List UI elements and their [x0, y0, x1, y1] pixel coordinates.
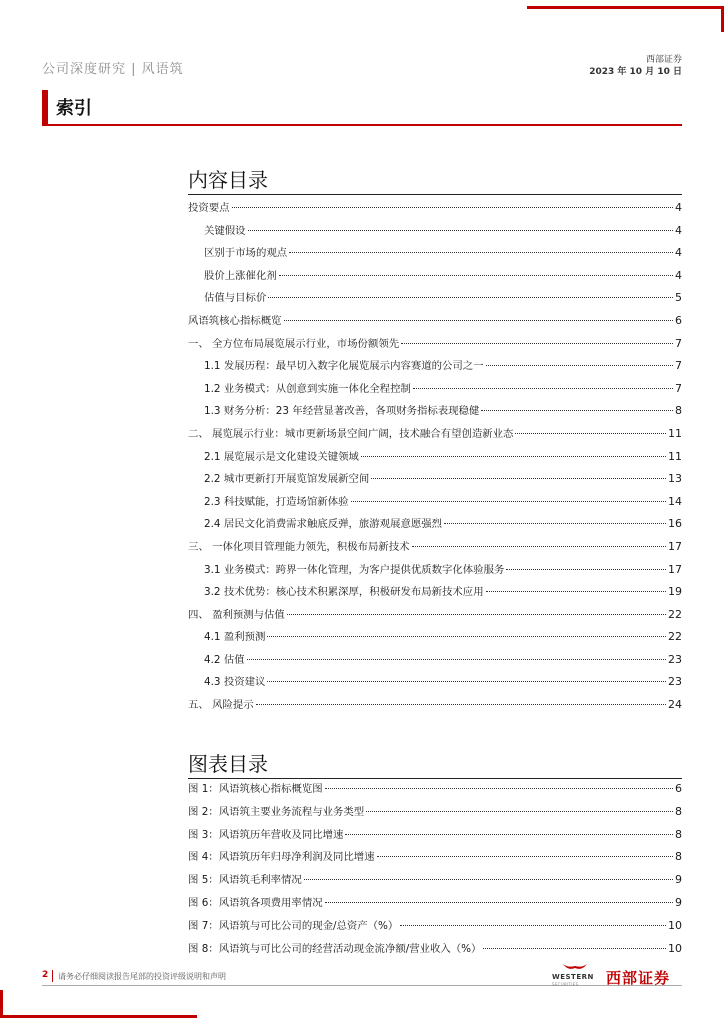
toc-entry-label: 估值与目标价 [204, 292, 267, 305]
dot-leader [486, 365, 673, 366]
figure-entry[interactable] [188, 780, 682, 803]
toc-entry-page: 7 [675, 381, 682, 395]
dot-leader [304, 879, 673, 880]
toc-entry[interactable] [188, 628, 682, 651]
toc-entry-page: 7 [675, 359, 682, 373]
toc-entry-label: 2.3 科技赋能，打造场馆新体验 [204, 495, 349, 508]
section-divider [42, 124, 682, 126]
figure-entry-page: 8 [675, 850, 682, 864]
toc-entry[interactable] [188, 583, 682, 606]
figure-entry[interactable] [188, 803, 682, 826]
toc-entry-page: 13 [668, 472, 682, 486]
toc-entry-page: 6 [675, 313, 682, 327]
toc-entry-label: 五、 风险提示 [188, 699, 254, 712]
toc-entry-page: 17 [668, 562, 682, 576]
figure-entry[interactable] [188, 917, 682, 940]
contents-heading: 内容目录 [188, 168, 268, 192]
toc-entry-label: 3.2 技术优势：核心技术积累深厚，积极研发布局新技术应用 [204, 586, 484, 599]
toc-entry[interactable] [188, 538, 682, 561]
toc-entry-label: 三、 一体化项目管理能力领先，积极布局新技术 [188, 540, 410, 553]
dot-leader [289, 252, 673, 253]
toc-entry[interactable] [188, 651, 682, 674]
toc-entry-label: 关键假设 [204, 224, 246, 237]
figure-entry[interactable] [188, 940, 682, 963]
footer-separator [52, 970, 53, 982]
toc-entry[interactable] [188, 357, 682, 380]
toc-entry[interactable] [188, 380, 682, 403]
toc-entry[interactable] [188, 696, 682, 719]
toc-entry-page: 17 [668, 539, 682, 553]
toc-entry-label: 投资要点 [188, 202, 230, 214]
dot-leader [412, 546, 666, 547]
section-title: 索引 [56, 98, 92, 119]
toc-entry[interactable] [188, 335, 682, 358]
dot-leader [267, 681, 666, 682]
toc-entry-page: 22 [668, 607, 682, 621]
figures-heading: 图表目录 [188, 752, 268, 776]
toc-entry-page: 4 [675, 223, 682, 237]
toc-entry-page: 24 [668, 698, 682, 712]
dot-leader [413, 388, 673, 389]
dot-leader [325, 788, 673, 789]
logo-chinese: 西部证券 [606, 969, 671, 987]
toc-entry-label: 1.3 财务分析：23 年经营显著改善，各项财务指标表现稳健 [204, 405, 480, 418]
footer-disclaimer: 请务必仔细阅读报告尾部的投资评级说明和声明 [58, 972, 226, 981]
toc-entry[interactable] [188, 222, 682, 245]
toc-entry[interactable] [188, 470, 682, 493]
dot-leader [401, 343, 673, 344]
toc-entry-page: 5 [675, 291, 682, 305]
figure-entry-label: 图 4：风语筑历年归母净利润及同比增速 [188, 851, 375, 864]
figure-entry[interactable] [188, 848, 682, 871]
toc-entry[interactable] [188, 515, 682, 538]
figure-entry-label: 图 8：风语筑与可比公司的经营活动现金流净额/营业收入（%） [188, 942, 482, 955]
toc-entry-page: 4 [675, 246, 682, 260]
toc-entry-label: 四、 盈利预测与估值 [188, 608, 285, 621]
toc-entry-label: 4.3 投资建议 [204, 676, 266, 689]
dot-leader [325, 902, 673, 903]
toc-entry-label: 1.2 业务模式：从创意到实施一体化全程控制 [204, 382, 411, 395]
toc-entry-page: 11 [668, 426, 682, 440]
toc-entry-label: 风语筑核心指标概览 [188, 314, 282, 327]
dot-leader [351, 501, 666, 502]
company-logo [548, 962, 682, 992]
figure-entry-label: 图 6：风语筑各项费用率情况 [188, 896, 323, 909]
toc-entry[interactable] [188, 402, 682, 425]
figure-entry-label: 图 7：风语筑与可比公司的现金/总资产（%） [188, 919, 399, 932]
toc-entry[interactable] [188, 267, 682, 290]
toc-entry-page: 19 [668, 585, 682, 599]
dot-leader [248, 230, 673, 231]
dot-leader [268, 297, 673, 298]
toc-entry-page: 16 [668, 517, 682, 531]
toc-entry-label: 股价上涨催化剂 [204, 269, 277, 282]
figure-entry[interactable] [188, 826, 682, 849]
toc-entry-label: 二、 展览展示行业：城市更新场景空间广阔，技术融合有望创造新业态 [188, 427, 514, 440]
toc-entry-page: 11 [668, 449, 682, 463]
toc-entry-page: 23 [668, 652, 682, 666]
figure-entry-page: 9 [675, 873, 682, 887]
dot-leader [400, 925, 666, 926]
toc-entry[interactable] [188, 493, 682, 516]
toc-entry[interactable] [188, 425, 682, 448]
figure-entry-page: 6 [675, 782, 682, 795]
dot-leader [267, 636, 666, 637]
page-number: 2 [42, 970, 49, 980]
dot-leader [247, 659, 666, 660]
dot-leader [256, 704, 666, 705]
toc-entry[interactable] [188, 448, 682, 471]
toc-entry-label: 4.1 盈利预测 [204, 631, 266, 644]
figures-heading-rule [188, 778, 682, 779]
corner-accent-bottom-horizontal [0, 1015, 197, 1018]
toc-entry[interactable] [188, 606, 682, 629]
report-date: 2023 年 10 月 10 日 [589, 67, 682, 77]
figure-entry-page: 8 [675, 827, 682, 841]
contents-heading-rule [188, 194, 682, 195]
figure-entry-label: 图 2：风语筑主要业务流程与业务类型 [188, 805, 365, 818]
toc-entry-label: 2.4 居民文化消费需求触底反弹，旅游观展意愿强烈 [204, 518, 443, 531]
section-marker [42, 90, 48, 124]
figure-entry-page: 9 [675, 895, 682, 909]
report-category: 公司深度研究 | 风语筑 [42, 62, 184, 77]
bull-horns-icon [562, 962, 588, 972]
dot-leader [366, 811, 673, 812]
figures-list [188, 780, 682, 962]
figure-entry-page: 10 [668, 918, 682, 932]
logo-english: WESTERN [552, 973, 594, 981]
dot-leader [515, 433, 666, 434]
dot-leader [345, 834, 673, 835]
dot-leader [232, 207, 673, 208]
toc-entry-page: 4 [675, 201, 682, 214]
dot-leader [483, 948, 666, 949]
toc-entry[interactable] [188, 673, 682, 696]
header-brand: 西部证券 [645, 55, 682, 65]
toc-entry-page: 23 [668, 675, 682, 689]
toc-entry-label: 2.1 展览展示是文化建设关键领域 [204, 450, 359, 463]
toc-entry-page: 7 [675, 336, 682, 350]
figure-entry-label: 图 5：风语筑毛利率情况 [188, 874, 302, 887]
logo-english-sub: SECURITIES [552, 982, 579, 987]
toc-entry-page: 14 [668, 494, 682, 508]
dot-leader [486, 591, 666, 592]
dot-leader [377, 856, 673, 857]
toc-entry-page: 4 [675, 268, 682, 282]
toc-entry[interactable] [188, 289, 682, 312]
toc-entry-label: 2.2 城市更新打开展览馆发展新空间 [204, 473, 370, 486]
toc-entry-page: 8 [675, 404, 682, 418]
figure-entry-label: 图 3：风语筑历年营收及同比增速 [188, 828, 344, 841]
dot-leader [444, 523, 666, 524]
toc-entry[interactable] [188, 199, 682, 222]
toc-entry-label: 4.2 估值 [204, 653, 245, 666]
dot-leader [481, 410, 673, 411]
corner-accent-top-horizontal [527, 6, 724, 9]
corner-accent-bottom-vertical [0, 990, 3, 1018]
toc-entry[interactable] [188, 244, 682, 267]
figure-entry-label: 图 1：风语筑核心指标概览图 [188, 783, 323, 795]
figure-entry-page: 10 [668, 941, 682, 955]
toc-entry-label: 一、 全方位布局展览展示行业，市场份额领先 [188, 337, 400, 350]
dot-leader [506, 569, 666, 570]
toc-entry-page: 22 [668, 630, 682, 644]
dot-leader [279, 275, 673, 276]
dot-leader [284, 320, 673, 321]
figure-entry[interactable] [188, 871, 682, 894]
figure-entry[interactable] [188, 894, 682, 917]
dot-leader [371, 478, 666, 479]
toc-entry-label: 3.1 业务模式：跨界一体化管理，为客户提供优质数字化体验服务 [204, 563, 505, 576]
dot-leader [361, 456, 666, 457]
contents-list [188, 199, 682, 719]
dot-leader [287, 614, 666, 615]
toc-entry[interactable] [188, 312, 682, 335]
toc-entry-label: 1.1 发展历程：最早切入数字化展览展示内容赛道的公司之一 [204, 360, 484, 373]
toc-entry[interactable] [188, 561, 682, 584]
figure-entry-page: 8 [675, 804, 682, 818]
toc-entry-label: 区别于市场的观点 [204, 247, 288, 260]
